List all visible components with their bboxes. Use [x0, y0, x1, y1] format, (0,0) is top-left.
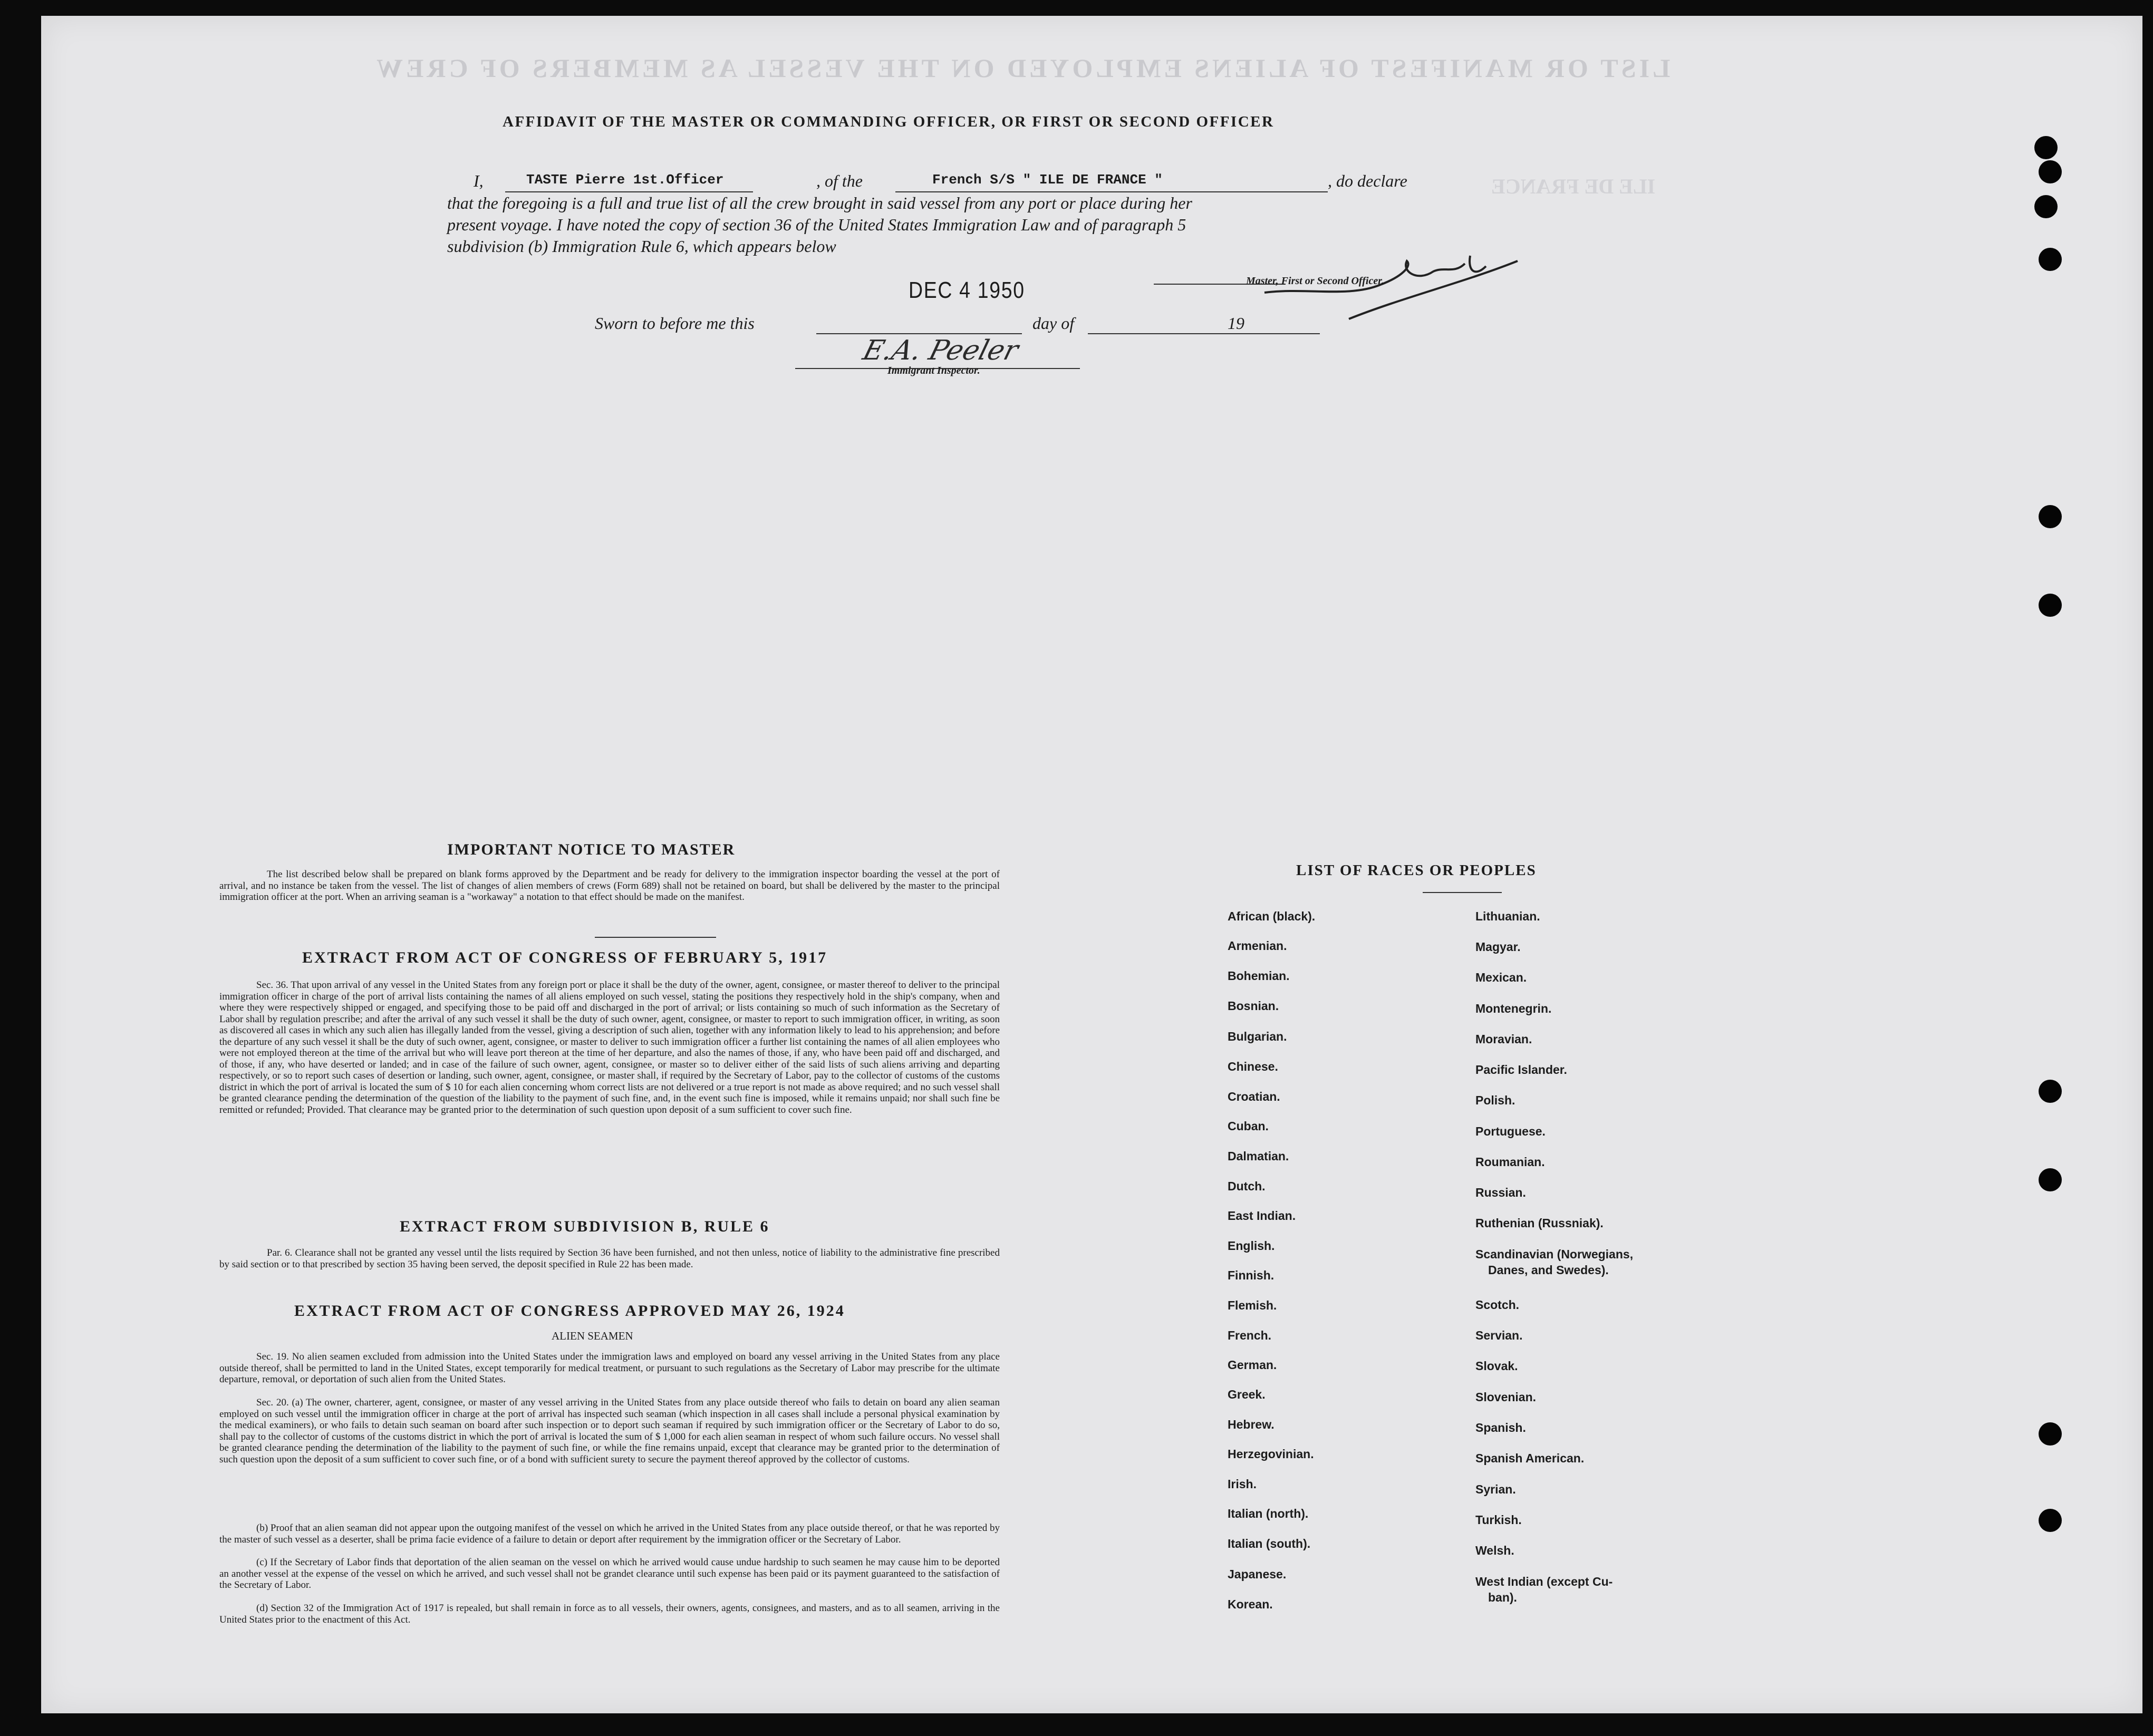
- race-item: Polish.: [1475, 1093, 1515, 1107]
- extract-1924-heading: EXTRACT FROM ACT OF CONGRESS APPROVED MAY 26, 1924: [294, 1302, 845, 1320]
- binder-hole: [2039, 1080, 2062, 1103]
- extract-1924-sec20c: (c) If the Secretary of Labor finds that deportation of the alien seaman on the vessel on which he arrived would cause undue hardship to such seamen he may cause him to be deported an another vessel at the expense of the vessel on which he arrived, and such vessel shall not be grandet clearance until such expense has been paid or its payment guaranteed to the satisfaction of the Secretary of Labor.: [219, 1557, 1000, 1590]
- race-item: Hebrew.: [1228, 1418, 1275, 1431]
- signature-caption: Master, First or Second Officer.: [1246, 275, 1384, 287]
- race-item: Bohemian.: [1228, 969, 1290, 983]
- notice-text: The list described below shall be prepared on blank forms approved by the Department and be ready for delivery to the immigration inspector boarding the vessel at the port of arrival, and no instance be taken from the vessel. The list of changes of alien members of crews (Form 689) shall not be retained on board, but shall be delivered by the master to the principal immigration officer at the port. When an arriving seaman is a "workaway" a notation to that effect should be made on the manifest.: [219, 869, 1000, 903]
- binder-hole: [2039, 1509, 2062, 1532]
- extract-1924-sec20a: Sec. 20. (a) The owner, charterer, agent, consignee, or master of any vessel arriving in the United States from any place outside thereof who fails to detain on board any alien seaman employed on such vessel until the immigration officer in charge at the port of arrival has inspected such seaman (which inspection in all cases shall include a personal physical examination by the medical examiners), or who fails to detain such seaman on board after such inspection or to deport such seaman if required by such immigration officer or the Secretary of Labor to do so, shall pay to the collector of customs of the customs district in which the port of arrival is located the sum of $ 1,000 for each alien seaman in respect of whom such failure occurs. No vessel shall be granted clearance pending the determination of the liability to the payment of such fine, or while the fine remains unpaid, except that clearance may be granted prior to the determination of such question upon the deposit of a sum sufficient to cover such fine, or of a bond with sufficient surety to secure the payment thereof approved by the collector of customs.: [219, 1397, 1000, 1465]
- race-item: Slovenian.: [1475, 1390, 1537, 1404]
- extract-1924-sec20b: (b) Proof that an alien seaman did not appear upon the outgoing manifest of the vessel on which he arrived in the United States from any place outside thereof, or that he was reported by the master of such vessel as a deserter, shall be prima facie evidence of a failure to detain or deport after requirement by the immigration officer or the Secretary of Labor.: [219, 1522, 1000, 1545]
- inspector-caption: Immigrant Inspector.: [887, 365, 980, 376]
- race-item: African (black).: [1228, 909, 1316, 923]
- race-item: Spanish.: [1475, 1421, 1526, 1434]
- ghost-vessel-name: ILE DE FRANCE: [1491, 174, 1656, 198]
- race-item: Bosnian.: [1228, 999, 1279, 1013]
- race-item: Greek.: [1228, 1388, 1266, 1401]
- race-item: Roumanian.: [1475, 1155, 1545, 1169]
- binder-hole: [2034, 136, 2058, 159]
- ghost-form-title: LIST OR MANIFEST OF ALIENS EMPLOYED ON THE VESSEL AS MEMBERS OF CREW: [373, 53, 1671, 83]
- extract-1924-sec19: Sec. 19. No alien seamen excluded from admission into the United States under the immigration laws and employed on board any vessel arriving in the United States from any place outside thereof, shall be permitted to land in the United States, except temporarily for medical treatment, or pursuant to such regulations as the Secretary of Labor may prescribe for the ultimate departure, removal, or deportation of such alien from the United States.: [219, 1351, 1000, 1385]
- binder-hole: [2034, 195, 2058, 218]
- race-item: Armenian.: [1228, 939, 1287, 953]
- race-item: Danes, and Swedes).: [1488, 1263, 1609, 1277]
- affidavit-line1-suffix: , do declare: [1328, 171, 1407, 190]
- races-left-column: [1228, 909, 1386, 1621]
- race-item: Japanese.: [1228, 1567, 1287, 1581]
- race-item: Italian (north).: [1228, 1507, 1309, 1520]
- alien-seamen-subheading: ALIEN SEAMEN: [552, 1330, 633, 1342]
- extract-1924-sec20d: (d) Section 32 of the Immigration Act of 1917 is repealed, but shall remain in force as to all vessels, their owners, agents, consignees, and masters, and as to all seamen, arriving in the United States prior to the enactment of this Act.: [219, 1603, 1000, 1625]
- race-item: Scandinavian (Norwegians,: [1475, 1247, 1634, 1261]
- officer-signature: [1243, 235, 1539, 340]
- race-item: Mexican.: [1475, 971, 1527, 984]
- affidavit-line4: subdivision (b) Immigration Rule 6, which appears below: [447, 237, 836, 256]
- race-item: Slovak.: [1475, 1359, 1518, 1373]
- race-item: Korean.: [1228, 1597, 1273, 1611]
- race-item: Bulgarian.: [1228, 1030, 1287, 1043]
- affidavit-line1-prefix: I,: [474, 171, 484, 190]
- affidavit-line1-mid: , of the: [816, 171, 863, 190]
- race-item: Croatian.: [1228, 1090, 1280, 1103]
- binder-hole: [2039, 160, 2062, 183]
- race-item: French.: [1228, 1328, 1272, 1342]
- affidavit-line2: that the foregoing is a full and true list of all the crew brought in said vessel from any port or place during her: [447, 193, 1192, 212]
- extract-1917-text: Sec. 36. That upon arrival of any vessel in the United States from any foreign port or place it shall be the duty of the owner, agent, consignee, or master thereof to deliver to the principal immigration officer in charge of the port of arrival lists containing the names of all aliens employed on such vessel, stating the positions they respectively hold in the ship's company, when and where they were respectively shipped or engaged, and specifying those to be paid off and discharged in the port of arrival; or lists containing so much of such information as the Secretary of Labor shall by regulation prescribe; and after the arrival of any such vessel it shall be the duty of such owner, agent, consignee, or master to report to such immigration officer, in writing, as soon as discovered all cases in which any such alien has illegally landed from the vessel, giving a description of such alien, together with any information likely to lead to his apprehension; and before the departure of any such vessel it shall be the duty of such owner, agent, consignee, or master to deliver to such immigration officer a further list containing the names of all alien employees who were not employed thereon at the time of the arrival but who will leave port thereon at the time of her departure, and also the names of those, if any, who have been paid off and discharged, and of those, if any, who have deserted or landed; and in case of the failure of such owner, agent, consignee, or master so to deliver either of the said lists of such aliens arriving and departing respectively, or so to report such cases of desertion or landing, such owner, agent, consignee, or master shall, if required by the Secretary of Labor, pay to the collector of customs of the customs district in which the port of arrival is located the sum of $ 10 for each alien concerning whom correct lists are not delivered or a true report is not made as above required; and no such vessel shall be granted clearance pending the determination of the question of the liability to the payment of such fine, and, in the event such fine is imposed, while it remains unpaid; nor shall such fine be remitted or refunded; Provided. That clearance may be granted prior to the determination of such question upon deposit of a sum sufficient to cover such fine.: [219, 979, 1000, 1116]
- race-item: Turkish.: [1475, 1513, 1522, 1527]
- binder-hole: [2039, 505, 2062, 528]
- affidavit-line3: present voyage. I have noted the copy of section 36 of the United States Immigration Law and of paragraph 5: [447, 215, 1186, 234]
- race-item: Spanish American.: [1475, 1451, 1585, 1465]
- race-item: Lithuanian.: [1475, 909, 1540, 923]
- document-page: [41, 16, 2142, 1713]
- inspector-signature: E.A. Peeler: [859, 335, 1022, 366]
- race-item: Pacific Islander.: [1475, 1063, 1567, 1076]
- date-stamp: DEC 4 1950: [909, 277, 1025, 303]
- race-item: Cuban.: [1228, 1119, 1269, 1133]
- race-item: German.: [1228, 1358, 1277, 1372]
- binder-hole: [2039, 1422, 2062, 1446]
- subdivision-text: Par. 6. Clearance shall not be granted any vessel until the lists required by Section 36 have been furnished, and not then unless, notice of liability to the administrative fine prescribed by said section or to that prescribed by section 35 having been served, the deposit specified in Rule 22 has been made.: [219, 1247, 1000, 1270]
- race-item: Flemish.: [1228, 1298, 1277, 1312]
- vessel-name: French S/S " ILE DE FRANCE ": [932, 172, 1163, 188]
- sworn-mid: day of: [1032, 314, 1075, 333]
- race-item: English.: [1228, 1239, 1275, 1253]
- extract-1917-heading: EXTRACT FROM ACT OF CONGRESS OF FEBRUARY 5, 1917: [302, 949, 828, 966]
- race-item: Portuguese.: [1475, 1124, 1546, 1138]
- race-item: Finnish.: [1228, 1268, 1275, 1282]
- race-item: ban).: [1488, 1590, 1517, 1604]
- binder-hole: [2039, 1168, 2062, 1191]
- race-item: Dalmatian.: [1228, 1149, 1289, 1163]
- race-item: Servian.: [1475, 1328, 1523, 1342]
- officer-name: TASTE Pierre 1st.Officer: [526, 172, 724, 188]
- subdivision-heading: EXTRACT FROM SUBDIVISION B, RULE 6: [400, 1218, 770, 1235]
- race-item: East Indian.: [1228, 1209, 1296, 1223]
- race-item: Magyar.: [1475, 940, 1521, 954]
- race-item: Moravian.: [1475, 1032, 1532, 1046]
- races-right-column: [1475, 909, 1686, 1621]
- sworn-prefix: Sworn to before me this: [595, 314, 755, 333]
- races-heading: LIST OF RACES OR PEOPLES: [1296, 862, 1537, 879]
- race-item: Scotch.: [1475, 1298, 1520, 1312]
- race-item: Russian.: [1475, 1186, 1526, 1199]
- race-item: Italian (south).: [1228, 1537, 1311, 1550]
- race-item: Herzegovinian.: [1228, 1447, 1314, 1461]
- race-item: Ruthenian (Russniak).: [1475, 1216, 1604, 1230]
- race-item: Chinese.: [1228, 1060, 1278, 1073]
- race-item: Montenegrin.: [1475, 1002, 1552, 1015]
- binder-hole: [2039, 248, 2062, 271]
- race-item: Welsh.: [1475, 1544, 1514, 1557]
- affidavit-heading: AFFIDAVIT OF THE MASTER OR COMMANDING OFFICER, OR FIRST OR SECOND OFFICER: [503, 113, 1275, 130]
- race-item: West Indian (except Cu-: [1475, 1575, 1613, 1588]
- binder-hole: [2039, 594, 2062, 617]
- sworn-year: 19: [1228, 314, 1244, 333]
- race-item: Irish.: [1228, 1477, 1257, 1491]
- notice-heading: IMPORTANT NOTICE TO MASTER: [447, 841, 736, 858]
- race-item: Syrian.: [1475, 1482, 1516, 1496]
- race-item: Dutch.: [1228, 1179, 1266, 1193]
